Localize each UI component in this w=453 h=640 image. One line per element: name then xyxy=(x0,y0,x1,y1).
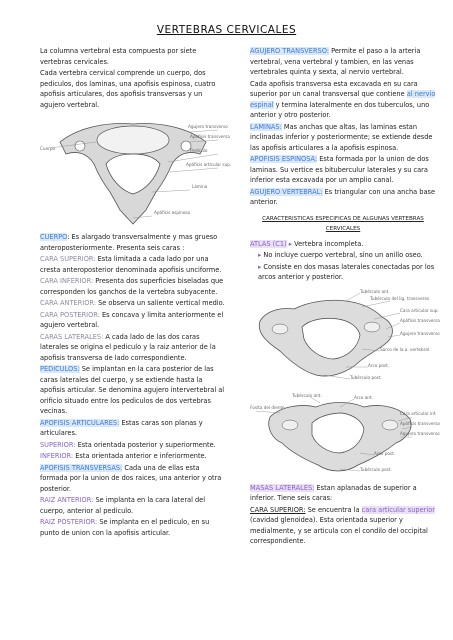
nervio-espinal-text-b: y termina lateralmente en dos tuberculos, uno anterior y otro posterior. xyxy=(250,100,430,119)
atlas-superior-illustration xyxy=(250,287,440,391)
masas-laterales-paragraph xyxy=(250,483,436,504)
arrow-right-icon: ▸ xyxy=(258,251,264,259)
raiz-anterior-text: Se implanta en la cara lateral del cuerpo, anterior al pediculo. xyxy=(40,496,206,515)
cuerpo-text: : Es alargado transversalmente y mas grueso anteroposteriormente. Presenta seis caras : xyxy=(40,233,218,252)
cara-superior-atlas-text-a: Se encuentra la xyxy=(305,505,362,514)
label-apofisis-transversa: Apófisis transversa xyxy=(190,134,230,139)
atlas-superior-figure xyxy=(250,287,440,391)
agujero-vertebral-label: AGUJERO VERTEBRAL: xyxy=(250,187,323,196)
label-fosita: Fosita del diente xyxy=(250,404,285,410)
label-apofisis-transversa-1: Apófisis transversa xyxy=(400,317,440,323)
caras-laterales-text: A cada lado de las dos caras laterales se origina el pediculo y la raiz anterior de la apofisis transversa de lado correspondiente. xyxy=(40,332,216,362)
inferior-label: INFERIOR: xyxy=(40,452,74,460)
agujero-vertebral-paragraph xyxy=(250,187,436,208)
atlas-bullet-2-text: Consiste en dos masas laterales conectadas por los arcos anterior y posterior. xyxy=(258,262,435,281)
cara-inferior-text: Presenta dos superficies biseladas que corresponden los ganchos de la vertebra subyacente. xyxy=(40,277,224,296)
apofisis-articulares-text: Estas caras son planas y articulares. xyxy=(40,418,203,437)
atlas-line xyxy=(250,239,436,250)
apofisis-articulares-paragraph xyxy=(40,418,226,439)
nervio-espinal-highlight: al nervio espinal xyxy=(250,90,436,109)
arrow-right-icon: ▸ xyxy=(258,262,264,271)
superior-label: SUPERIOR: xyxy=(40,440,76,449)
raiz-anterior-label: RAIZ ANTERIOR: xyxy=(40,496,94,504)
label-tub-ant: Tubérculo ant. xyxy=(360,288,390,294)
raiz-anterior-paragraph xyxy=(40,495,226,516)
laminas-paragraph xyxy=(250,122,436,154)
cuerpo-paragraph xyxy=(40,232,226,253)
section-title: CARACTERISTICAS ESPECIFICAS DE ALGUNAS VERTEBRAS CERVICALES xyxy=(262,215,424,232)
label-arco-ant: Arco ant. xyxy=(354,394,373,400)
masas-laterales-label: MASAS LATERALES: xyxy=(250,483,315,492)
label-apofisis-espinosa: Apófisis espinosa xyxy=(154,210,191,215)
nervio-espinal-text-a: Cada apofisis transversa esta excavada en su cara superior por un canal transversal que contiene xyxy=(250,79,418,98)
inferior-text: Esta orientada anterior e inferiormente. xyxy=(73,452,207,460)
raiz-posterior-text: Se implanta en el pediculo, en su punto de union con la apofisis articular. xyxy=(40,518,210,537)
agujero-transverso-text: Permite el paso a la arteria vertebral, vena vertebral y tambien, en las venas vertebrales quinta y sexta, al nervio vertebral. xyxy=(250,47,421,76)
label-cara-art-sup: Cara articular sup. xyxy=(400,307,439,313)
atlas-bullet-1-text: No incluye cuerpo vertebral, sino un anillo oseo. xyxy=(263,251,423,259)
cara-posterior-label: CARA POSTERIOR: xyxy=(40,310,100,319)
label-cuerpo: Cuerpo xyxy=(40,146,56,151)
page-title: VERTEBRAS CERVICALES xyxy=(156,24,297,36)
label-tub-ant-2: Tubérculo ant. xyxy=(292,392,322,398)
raiz-posterior-paragraph xyxy=(40,517,226,538)
raiz-posterior-label: RAIZ POSTERIOR: xyxy=(40,518,98,526)
atlas-text: Vertebra incompleta. xyxy=(294,239,364,248)
masas-laterales-text: Estan aplanadas de superior a inferior. Tiene seis caras: xyxy=(250,483,417,502)
label-agujero-transverso-1: Agujero transverso xyxy=(400,330,440,336)
label-arco-post-2: Arco post. xyxy=(374,450,396,456)
apofisis-transversas-paragraph xyxy=(40,463,226,495)
atlas-inferior-figure xyxy=(250,392,440,479)
cara-superior-text: Esta limitada a cada lado por una cresta anteroposterior denominada apofisis unciforme. xyxy=(40,255,222,274)
label-apofisis-transversa-2: Apófisis transversa xyxy=(400,420,440,426)
cara-anterior-text: Se observa un saliente vertical medio. xyxy=(96,299,225,307)
cara-superior-atlas-paragraph xyxy=(250,505,436,547)
agujero-transverso-label: AGUJERO TRANSVERSO: xyxy=(250,47,330,55)
apofisis-espinosa-paragraph xyxy=(250,154,436,186)
cara-inferior-label: CARA INFERIOR: xyxy=(40,277,94,285)
inferior-paragraph xyxy=(40,451,226,462)
pediculos-text: Se implantan en la cara posterior de las caras laterales del cuerpo, y se extiende hasta la apofisis articular. Se denomina agujero intervertebral al orificio situado entre los pediculos de dos vertebras vecinas. xyxy=(40,365,225,415)
apofisis-espinosa-label: APOFISIS ESPINOSA: xyxy=(250,155,318,163)
cara-superior-atlas-label: CARA SUPERIOR: xyxy=(250,505,306,514)
cara-articular-superior-highlight: cara articular superior xyxy=(361,505,435,514)
cara-inferior-paragraph xyxy=(40,276,226,297)
cara-posterior-text: Es concava y limita anteriormente el agujero vertebral. xyxy=(40,310,224,329)
agujero-transverso-paragraph xyxy=(250,46,436,78)
apofisis-articulares-label: APOFISIS ARTICULARES: xyxy=(40,418,120,427)
arrow-right-icon: ▸ xyxy=(286,239,295,248)
nervio-espinal-paragraph xyxy=(250,79,436,121)
apofisis-espinosa-text: Esta formada por la union de dos laminas. Su vertice es bituberculur laterales y su cara inferior esta excavada por un amplio canal. xyxy=(250,155,429,184)
pediculos-label: PEDICULOS: xyxy=(40,365,80,373)
cara-superior-label: CARA SUPERIOR: xyxy=(40,255,96,263)
label-apofisis-articular-sup: Apófisis articular sup. xyxy=(186,162,232,167)
intro-paragraph-2: Cada vertebra cervical comprende un cuerpo, dos pediculos, dos laminas, una apofisis espinosa, cuatro apofisis articulares, dos apofisis transversas y un agujero vertebral. xyxy=(40,69,216,109)
label-agujero-transverso-2: Agujero transverso xyxy=(400,430,440,436)
label-agujero-transverso: Agujero transverso xyxy=(188,124,228,129)
label-lamina: Lámina xyxy=(192,184,208,189)
cervical-vertebra-figure xyxy=(40,112,232,228)
laminas-text: Mas anchas que altas, las laminas estan inclinadas inferior y posteriormente; se extiende desde las apofisis articulares a la apofisis espinosa. xyxy=(250,122,433,152)
atlas-inferior-illustration xyxy=(250,392,440,479)
cuerpo-label: CUERPO xyxy=(40,233,68,241)
atlas-bullet-2 xyxy=(250,262,436,283)
right-column xyxy=(250,46,440,548)
label-surco-arteria: Surco de la a. vertebral xyxy=(380,346,430,352)
cara-posterior-paragraph xyxy=(40,310,226,331)
label-tub-post-1: Tubérculo post. xyxy=(350,374,382,380)
intro-paragraph-1: La columna vertebral esta compuesta por siete vertebras cervicales. xyxy=(40,47,197,66)
caras-laterales-label: CARAS LATERALES: xyxy=(40,332,104,341)
atlas-label: ATLAS (C1) xyxy=(250,239,287,248)
superior-text: Esta orientada posterior y superiormente. xyxy=(75,440,216,449)
cara-anterior-paragraph xyxy=(40,298,226,309)
label-cara-art-inf: Cara articular inf. xyxy=(400,410,437,416)
caras-laterales-paragraph xyxy=(40,332,226,364)
label-tub-lig: Tubérculo del lig. transverso xyxy=(370,295,430,301)
left-column xyxy=(40,46,232,539)
agujero-vertebral-text: Es triangular con una ancha base anterior. xyxy=(250,187,436,206)
cara-superior-atlas-text-b: (cavidad glenoidea). Esta orientada superior y medialmente, y se articula con el condilo del occipital correspondiente. xyxy=(250,516,428,545)
superior-paragraph xyxy=(40,440,226,451)
apofisis-transversas-text: Cada una de ellas esta formada por la union de dos raices, una anterior y otra posterior. xyxy=(40,463,222,493)
apofisis-transversas-label: APOFISIS TRANSVERSAS: xyxy=(40,463,123,472)
cervical-vertebra-illustration xyxy=(40,112,232,228)
label-arco-post-1: Arco post. xyxy=(368,362,390,368)
pediculos-paragraph xyxy=(40,364,226,417)
label-tub-post-2: Tubérculo post. xyxy=(360,466,392,472)
label-pediculo: Pedículo xyxy=(190,148,208,153)
cara-anterior-label: CARA ANTERIOR: xyxy=(40,299,96,307)
cara-superior-paragraph xyxy=(40,254,226,275)
atlas-bullet-1 xyxy=(250,250,436,261)
laminas-label: LAMINAS: xyxy=(250,122,282,131)
